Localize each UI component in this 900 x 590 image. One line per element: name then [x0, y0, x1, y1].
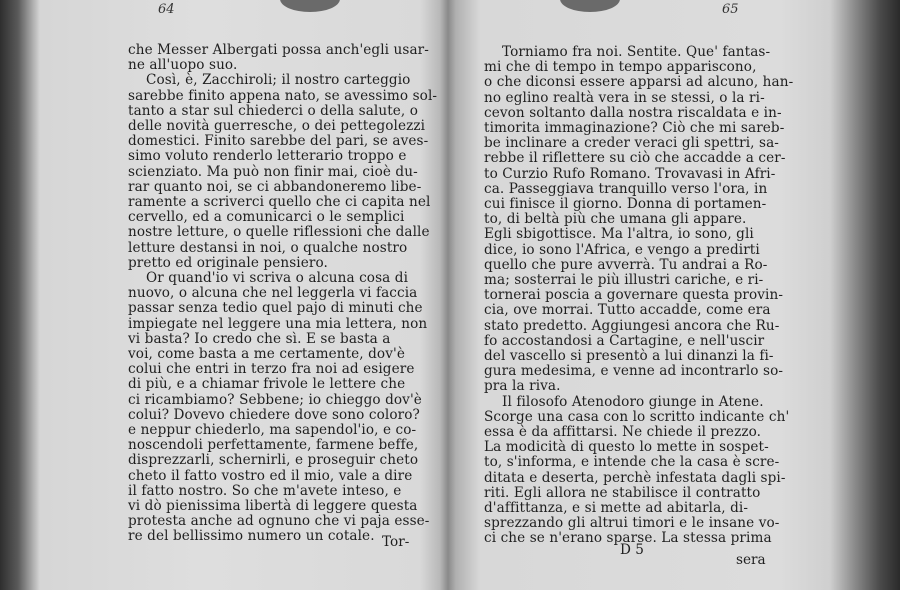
text-line: domestici. Finito sarebbe del pari, se aves- — [128, 133, 429, 150]
text-line: tornerai poscia a governare questa provin- — [484, 287, 784, 304]
text-line: impiegate nel leggere una mia lettera, non — [128, 315, 428, 332]
text-line: pretto ed originale pensiero. — [128, 254, 328, 271]
text-line: to, s'informa, e intende che la casa è scre- — [484, 454, 780, 471]
text-line: nostre letture, o quelle riflessioni che dalle — [128, 224, 430, 241]
text-line: be inclinare a creder veraci gli spettri, sa- — [484, 135, 779, 152]
text-line: cui finisce il giorno. Donna di portamen- — [484, 196, 767, 212]
text-line: cervello, ed a comunicarci o le semplici — [128, 209, 405, 226]
text-line: gura medesima, e venne ad incontrarlo so- — [484, 363, 784, 380]
text-line: del vascello si presentò a lui dinanzi la fi- — [484, 348, 774, 364]
catchword: Tor- — [382, 534, 410, 550]
text-line: Or quand'io vi scriva o alcuna cosa di — [146, 270, 409, 286]
text-line: passar senza tedio quel pajo di minuti che — [128, 300, 423, 317]
text-line: che Messer Albergati possa anch'egli usar- — [128, 42, 429, 58]
text-line: re del bellissimo numero un cotale. — [128, 528, 375, 545]
text-line: pra la riva. — [484, 378, 561, 395]
text-line: Egli sbigottisce. Ma l'altra, io sono, gli — [484, 226, 754, 243]
page-number: 64 — [158, 2, 175, 17]
text-line: fo accostandosi a Cartagine, e nell'uscir — [484, 332, 765, 349]
text-line: e neppur chiederlo, ma sapendol'io, e co- — [128, 422, 417, 438]
text-line: vi dò pienissima libertà di leggere questa — [128, 498, 418, 514]
text-line: Torniamo fra noi. Sentite. Que' fantas- — [502, 44, 771, 60]
signature-mark: D 5 — [620, 542, 644, 558]
text-line: colui che entri in terzo fra noi ad esigere — [128, 361, 415, 378]
text-line: La modicità di questo lo mette in sospet- — [484, 439, 769, 456]
text-line: vi basta? Io credo che sì. E se basta a — [128, 330, 391, 347]
page-number: 65 — [722, 2, 739, 17]
text-line: tanto a star sul chiederci o della salute, o — [128, 102, 419, 119]
text-line: ci che se n'erano sparse. La stessa prima — [484, 530, 772, 547]
text-line: di più, e a chiamar frivole le lettere che — [128, 376, 406, 393]
text-line: ma; sosterrai le più illustri cariche, e ri- — [484, 272, 764, 288]
text-line: stato predetto. Aggiungesi ancora che Ru- — [484, 317, 780, 334]
catchword: sera — [736, 552, 766, 568]
text-line: cheto il fatto vostro ed il mio, vale a dire — [128, 467, 413, 484]
text-line: cia, ove morrai. Tutto accadde, come era — [484, 302, 771, 319]
text-line: to Curzio Rufo Romano. Trovavasi in Afri- — [484, 165, 776, 182]
text-line: riti. Egli allora ne stabilisce il contratto — [484, 484, 761, 501]
text-line: to, di beltà più che umana gli appare. — [484, 211, 747, 228]
text-line: Così, è, Zacchiroli; il nostro carteggio — [146, 72, 411, 89]
text-line: ci ricambiamo? Sebbene; io chieggo dov'è — [128, 391, 422, 408]
left-page — [40, 0, 440, 590]
text-line: delle novità guerresche, o dei pettegolezzi — [128, 118, 426, 134]
text-line: essa è da affittarsi. Ne chiede il prezzo. — [484, 424, 762, 440]
text-line: simo voluto renderlo letterario troppo e — [128, 148, 407, 165]
text-line: noscendoli perfettamente, farmene beffe, — [128, 437, 419, 454]
text-line: ramente a scriverci quello che ci capita nel — [128, 194, 431, 210]
text-line: d'affittanza, e si mette ad abitarla, di- — [484, 500, 749, 516]
text-line: mi che di tempo in tempo appariscono, — [484, 59, 757, 76]
text-line: ne all'uopo suo. — [128, 57, 238, 74]
text-line: sarebbe finito appena nato, se avessimo sol- — [128, 87, 438, 104]
text-line: scienziato. Ma può non finir mai, cioè du- — [128, 163, 418, 180]
text-line: timorita immaginazione? Ciò che mi sareb- — [484, 120, 785, 136]
text-line: cevon soltanto dalla nostra riscaldata e in- — [484, 104, 782, 121]
text-line: sprezzando gli altrui timori e le insane vo- — [484, 515, 780, 532]
text-line: nuovo, o alcuna che nel leggerla vi faccia — [128, 285, 418, 302]
text-line: ditata e deserta, perchè infestata dagli spi- — [484, 469, 786, 486]
text-line: Scorge una casa con lo scritto indicante ch' — [484, 408, 790, 425]
text-line: quello che pure avverrà. Tu andrai a Ro- — [484, 256, 768, 273]
right-page — [462, 0, 872, 590]
text-line: rar quanto noi, se ci abbandoneremo libe- — [128, 178, 422, 195]
text-line: Il filosofo Atenodoro giunge in Atene. — [502, 393, 764, 410]
text-line: ca. Passeggiava tranquillo verso l'ora, in — [484, 180, 768, 197]
text-line: voi, come basta a me certamente, dov'è — [128, 346, 405, 362]
text-line: colui? Dovevo chiedere dove sono coloro? — [128, 406, 420, 423]
text-line: letture destansi in noi, o qualche nostro — [128, 239, 408, 256]
text-line: rebbe il riflettere su ciò che accadde a cer- — [484, 150, 786, 167]
text-line: no eglino realtà vera in se stessi, o la ri- — [484, 89, 765, 106]
text-line: protesta anche ad ognuno che vi paja esse- — [128, 513, 430, 530]
text-line: o che diconsi essere apparsi ad alcuno, han- — [484, 74, 794, 91]
text-line: dice, io sono l'Africa, e vengo a predirti — [484, 241, 760, 258]
text-line: il fatto nostro. So che m'avete inteso, e — [128, 482, 402, 499]
text-line: disprezzarli, schernirli, e proseguir cheto — [128, 452, 419, 469]
